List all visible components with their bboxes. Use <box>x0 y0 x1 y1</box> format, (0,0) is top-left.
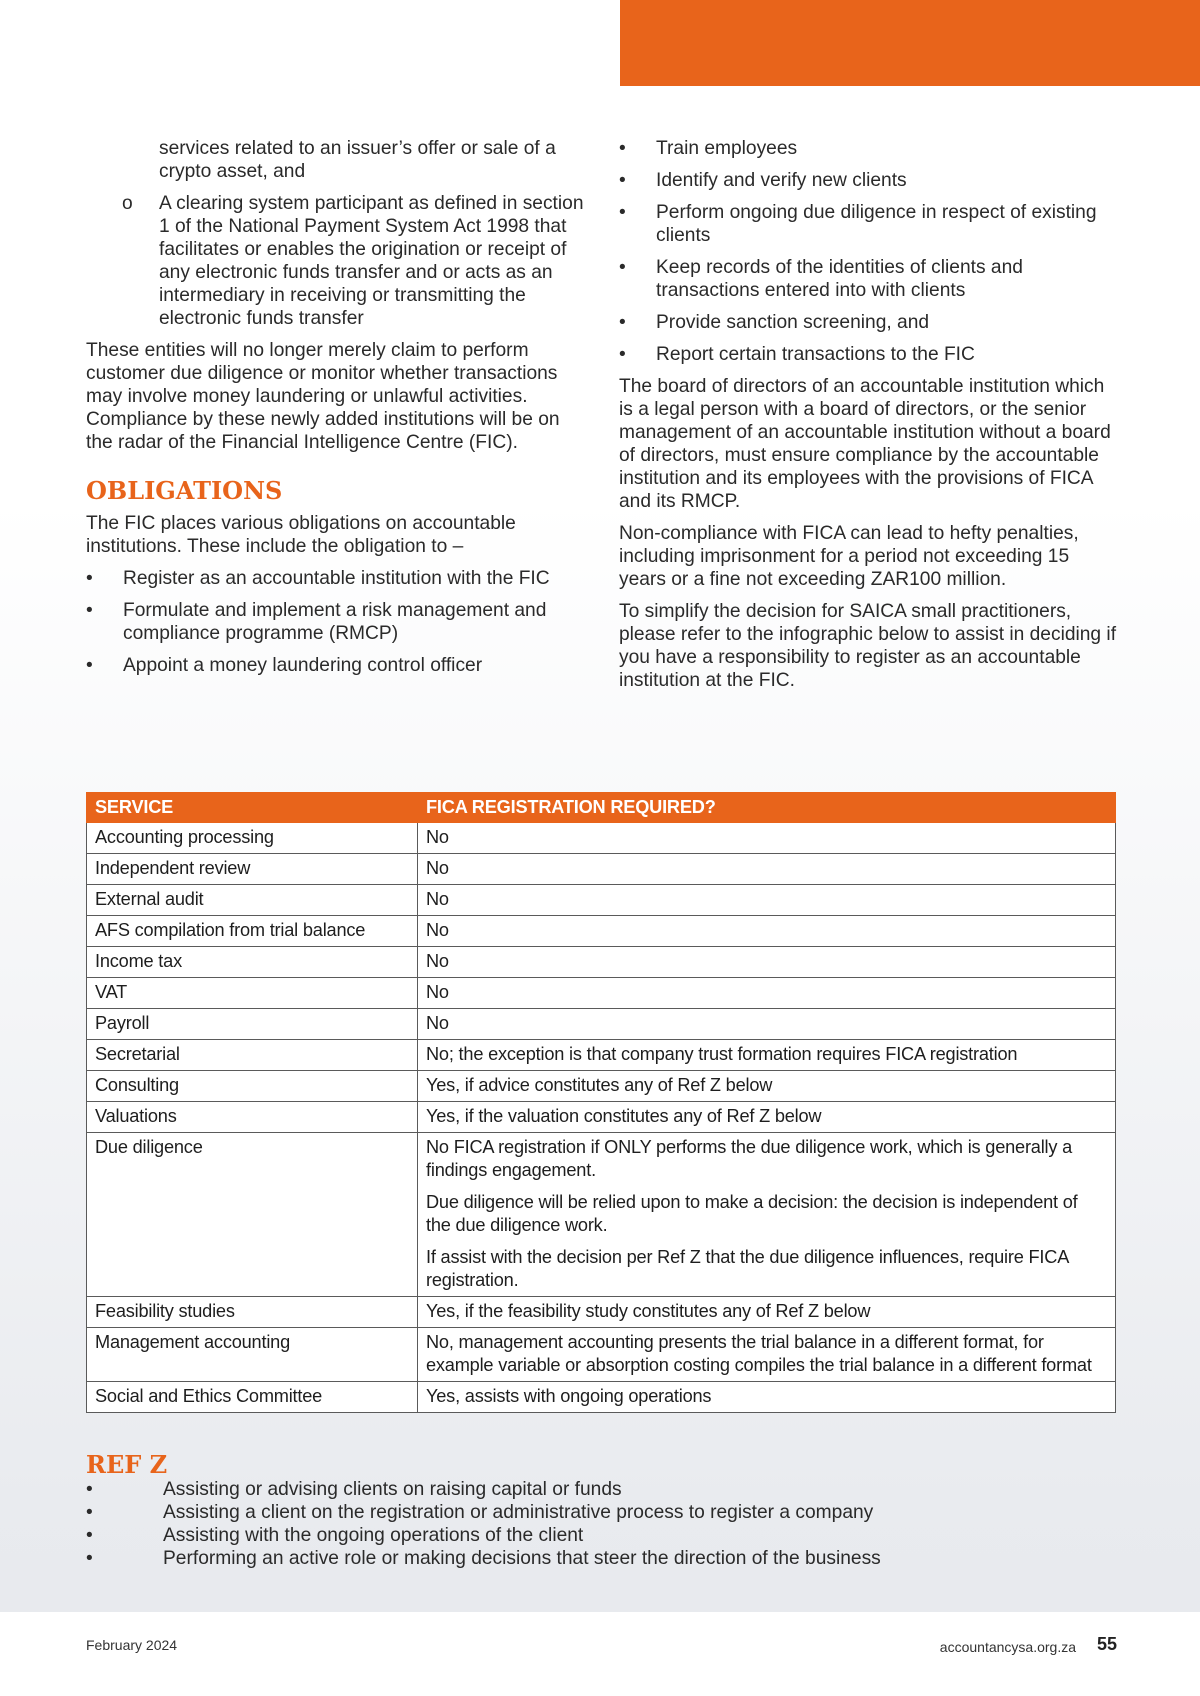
bullet-icon: • <box>619 312 626 333</box>
list-item-text: Assisting a client on the registration or administrative process to register a company <box>163 1502 874 1523</box>
table-row <box>87 885 1116 916</box>
service-cell: Social and Ethics Committee <box>87 1382 418 1413</box>
table-row <box>87 1009 1116 1040</box>
answer-cell <box>418 1297 1116 1328</box>
answer-text: No <box>426 858 449 878</box>
table-row <box>87 978 1116 1009</box>
service-cell: Valuations <box>87 1102 418 1133</box>
list-item <box>86 654 586 677</box>
table-row <box>87 1328 1116 1382</box>
list-item-text: Report certain transactions to the FIC <box>656 344 975 365</box>
answer-text: Yes, assists with ongoing operations <box>426 1386 712 1406</box>
list-item <box>619 311 1119 334</box>
list-item-text: Perform ongoing due diligence in respect of existing clients <box>656 202 1097 246</box>
service-cell: Income tax <box>87 947 418 978</box>
answer-cell <box>418 1328 1116 1382</box>
obligations-list <box>86 567 586 677</box>
list-item <box>86 1478 1106 1501</box>
service-cell: Feasibility studies <box>87 1297 418 1328</box>
table-row <box>87 1133 1116 1297</box>
answer-text: Yes, if advice constitutes any of Ref Z below <box>426 1075 773 1095</box>
service-cell: Management accounting <box>87 1328 418 1382</box>
service-cell: Secretarial <box>87 1040 418 1071</box>
bullet-icon: • <box>86 568 93 589</box>
list-item-text: Appoint a money laundering control officer <box>123 655 483 676</box>
page-number: 55 <box>1096 1634 1117 1654</box>
bullet-icon: • <box>86 1548 93 1569</box>
list-item <box>86 1524 1106 1547</box>
service-cell: AFS compilation from trial balance <box>87 916 418 947</box>
table-row <box>87 1382 1116 1413</box>
answer-text: Yes, if the valuation constitutes any of Ref Z below <box>426 1106 822 1126</box>
right-column <box>619 137 1119 701</box>
table-row <box>87 916 1116 947</box>
left-column <box>86 137 586 686</box>
sub-item-continuation: services related to an issuer’s offer or sale of a crypto asset, and <box>159 138 556 182</box>
bullet-icon: • <box>619 138 626 159</box>
answer-text: Yes, if the feasibility study constitutes any of Ref Z below <box>426 1301 871 1321</box>
table-header-row <box>87 793 1116 823</box>
bullet-icon: • <box>86 655 93 676</box>
refz-heading: REF Z <box>86 1450 168 1479</box>
answer-cell <box>418 1009 1116 1040</box>
answer-cell <box>418 1102 1116 1133</box>
table-row <box>87 1071 1116 1102</box>
answer-text: No <box>426 951 449 971</box>
list-item-text: Formulate and implement a risk management and compliance programme (RMCP) <box>123 600 547 644</box>
answer-text: No <box>426 982 449 1002</box>
orange-header-tab <box>620 0 1200 86</box>
obligations-heading: OBLIGATIONS <box>86 476 283 505</box>
bullet-icon: • <box>619 170 626 191</box>
answer-cell <box>418 947 1116 978</box>
list-item-text: Identify and verify new clients <box>656 170 907 191</box>
sub-item-text: A clearing system participant as defined in section 1 of the National Payment System Act 1998 that facilitates or enables the origination or receipt of any electronic funds transfer and or acts as an intermediary in receiving or transmitting the electronic funds transfer <box>159 193 584 329</box>
obligations-list-continued <box>619 137 1119 366</box>
list-item <box>86 1547 1106 1570</box>
list-item-text: Assisting or advising clients on raising capital or funds <box>163 1479 622 1500</box>
list-item-text: Keep records of the identities of clients and transactions entered into with clients <box>656 257 1023 301</box>
answer-cell <box>418 978 1116 1009</box>
table-row <box>87 823 1116 854</box>
answer-cell <box>418 1040 1116 1071</box>
service-cell: Accounting processing <box>87 823 418 854</box>
infographic-paragraph: To simplify the decision for SAICA small practitioners, please refer to the infographic below to assist in deciding if you have a responsibility to register as an accountable institution at the FIC. <box>619 601 1117 691</box>
list-item <box>619 256 1119 302</box>
table-row <box>87 854 1116 885</box>
fica-registration-table <box>86 792 1116 1413</box>
answer-cell <box>418 1382 1116 1413</box>
answer-text: No <box>426 889 449 909</box>
list-item-text: Register as an accountable institution with the FIC <box>123 568 550 589</box>
answer-cell <box>418 823 1116 854</box>
answer-cell <box>418 885 1116 916</box>
bullet-icon: • <box>86 1479 93 1500</box>
sub-item <box>86 192 586 330</box>
answer-cell <box>418 854 1116 885</box>
obligations-intro: The FIC places various obligations on accountable institutions. These include the obligation to – <box>86 513 516 557</box>
service-cell: Payroll <box>87 1009 418 1040</box>
entities-paragraph: These entities will no longer merely claim to perform customer due diligence or monitor whether transactions may involve money laundering or unlawful activities. Compliance by these newly added institutions will be on the radar of the Financial Intelligence Centre (FIC). <box>86 340 560 453</box>
sub-item-marker: o <box>122 193 133 214</box>
answer-text: No; the exception is that company trust formation requires FICA registration <box>426 1044 1018 1064</box>
bullet-icon: • <box>619 257 626 278</box>
list-item <box>619 169 1119 192</box>
refz-list <box>86 1478 1106 1570</box>
board-paragraph: The board of directors of an accountable institution which is a legal person with a board of directors, or the senior management of an accountable institution without a board of directors, must ensure compliance by the accountable institution and its employees with the provisions of FICA and its RMCP. <box>619 376 1111 512</box>
list-item-text: Train employees <box>656 138 798 159</box>
list-item-text: Provide sanction screening, and <box>656 312 930 333</box>
list-item <box>619 343 1119 366</box>
table-row <box>87 947 1116 978</box>
service-cell: External audit <box>87 885 418 916</box>
service-cell: Independent review <box>87 854 418 885</box>
answer-cell <box>418 916 1116 947</box>
bullet-icon: • <box>86 1502 93 1523</box>
answer-cell <box>418 1133 1116 1297</box>
list-item <box>86 1501 1106 1524</box>
service-cell: VAT <box>87 978 418 1009</box>
answer-text: Due diligence will be relied upon to make a decision: the decision is independent of the due diligence work. <box>426 1192 1078 1235</box>
answer-text: No <box>426 827 449 847</box>
footer-site-link[interactable]: accountancysa.org.za <box>939 1639 1076 1655</box>
answer-text: No <box>426 1013 449 1033</box>
service-column-header: SERVICE <box>87 793 418 823</box>
answer-text: No FICA registration if ONLY performs the due diligence work, which is generally a findings engagement. <box>426 1137 1073 1180</box>
table-row <box>87 1040 1116 1071</box>
answer-text: If assist with the decision per Ref Z that the due diligence influences, require FICA registration. <box>426 1247 1069 1290</box>
answer-text: No <box>426 920 449 940</box>
list-item <box>86 599 586 645</box>
footer-date: February 2024 <box>86 1637 178 1653</box>
list-item <box>619 201 1119 247</box>
list-item <box>86 567 586 590</box>
service-cell: Due diligence <box>87 1133 418 1297</box>
penalties-paragraph: Non-compliance with FICA can lead to hefty penalties, including imprisonment for a period not exceeding 15 years or a fine not exceeding ZAR100 million. <box>619 523 1079 590</box>
service-cell: Consulting <box>87 1071 418 1102</box>
fica-column-header: FICA REGISTRATION REQUIRED? <box>418 793 1116 823</box>
list-item-text: Performing an active role or making decisions that steer the direction of the business <box>163 1548 881 1569</box>
bullet-icon: • <box>619 344 626 365</box>
answer-text: No, management accounting presents the trial balance in a different format, for example variable or absorption costing compiles the trial balance in a different format <box>426 1332 1092 1375</box>
table-row <box>87 1297 1116 1328</box>
list-item <box>619 137 1119 160</box>
list-item-text: Assisting with the ongoing operations of the client <box>163 1525 584 1546</box>
table-row <box>87 1102 1116 1133</box>
bullet-icon: • <box>86 600 93 621</box>
answer-cell <box>418 1071 1116 1102</box>
bullet-icon: • <box>619 202 626 223</box>
bullet-icon: • <box>86 1525 93 1546</box>
